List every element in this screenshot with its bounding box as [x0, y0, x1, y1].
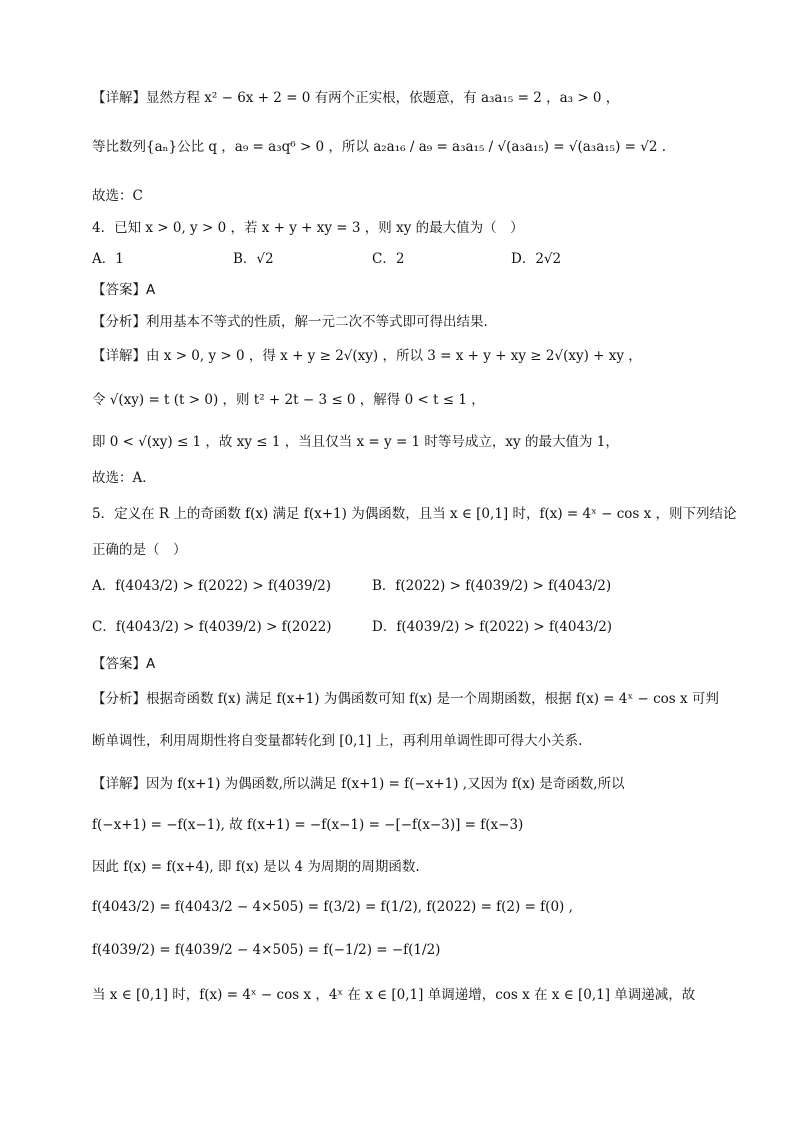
q5-option-c: C．f(4043/2) > f(4039/2) > f(2022): [92, 619, 332, 635]
q4-detail-line1: 【详解】由 x > 0, y > 0 ，得 x + y ≥ 2√(xy) ，所以 3 = x + y + xy ≥ 2√(xy) + xy ，: [92, 348, 642, 364]
question-4: 4．已知 x > 0, y > 0 ，若 x + y + xy = 3 ，则 xy 的最大值为（ ）: [92, 220, 524, 236]
q4-detail-line3: 即 0 < √(xy) ≤ 1 ，故 xy ≤ 1 ，当且仅当 x = y = 1 时等号成立，xy 的最大值为 1，: [92, 434, 619, 450]
q5-detail-line3: 因此 f(x) = f(x+4), 即 f(x) 是以 4 为周期的周期函数.: [92, 859, 420, 875]
q4-analysis: 【分析】利用基本不等式的性质，解一元二次不等式即可得出结果.: [92, 314, 488, 330]
q5-detail-line6: 当 x ∈ [0,1] 时，f(x) = 4ˣ − cos x ，4ˣ 在 x ∈ [0,1] 单调递增，cos x 在 x ∈ [0,1] 单调递减，故: [92, 987, 696, 1003]
question-5-line2: 正确的是（ ）: [92, 542, 187, 558]
q4-option-d: D．2√2: [511, 251, 562, 267]
q5-analysis-line2: 断单调性，利用周期性将自变量都转化到 [0,1] 上，再利用单调性即可得大小关系.: [92, 733, 583, 749]
q5-detail-line4: f(4043/2) = f(4043/2 − 4×505) = f(3/2) = f(1/2), f(2022) = f(2) = f(0) ,: [92, 899, 573, 915]
choose-c: 故选：C: [92, 188, 143, 204]
question-5-line1: 5．定义在 R 上的奇函数 f(x) 满足 f(x+1) 为偶函数，且当 x ∈ [0,1] 时，f(x) = 4ˣ − cos x ，则下列结论: [92, 506, 737, 522]
q5-answer: 【答案】A: [92, 656, 156, 672]
q5-detail-line5: f(4039/2) = f(4039/2 − 4×505) = f(−1/2) = −f(1/2): [92, 942, 441, 958]
q4-answer: 【答案】A: [92, 282, 156, 298]
choose-a: 故选：A．: [92, 470, 156, 486]
detail-q3-line1: 【详解】显然方程 x² − 6x + 2 = 0 有两个正实根，依题意，有 a₃a₁₅ = 2 ，a₃ > 0 ，: [92, 90, 620, 106]
q4-option-a: A．1: [92, 251, 124, 267]
detail-q3-line2: 等比数列{aₙ}公比 q ，a₉ = a₃q⁶ > 0 ，所以 a₂a₁₆ / a₉ = a₃a₁₅ / √(a₃a₁₅) = √(a₃a₁₅) = √2 .: [92, 139, 667, 155]
q5-option-d: D．f(4039/2) > f(2022) > f(4043/2): [372, 619, 613, 635]
q5-detail-line2: f(−x+1) = −f(x−1), 故 f(x+1) = −f(x−1) = −[−f(x−3)] = f(x−3): [92, 817, 524, 833]
q4-option-b: B．√2: [233, 251, 274, 267]
q4-detail-line2: 令 √(xy) = t (t > 0) ，则 t² + 2t − 3 ≤ 0 ，解得 0 < t ≤ 1 ，: [92, 392, 485, 408]
q4-option-c: C．2: [372, 251, 405, 267]
q5-analysis-line1: 【分析】根据奇函数 f(x) 满足 f(x+1) 为偶函数可知 f(x) 是一个周期函数，根据 f(x) = 4ˣ − cos x 可判: [92, 691, 719, 707]
q5-option-b: B．f(2022) > f(4039/2) > f(4043/2): [372, 578, 612, 594]
q5-detail-line1: 【详解】因为 f(x+1) 为偶函数,所以满足 f(x+1) = f(−x+1) ,又因为 f(x) 是奇函数,所以: [92, 776, 625, 792]
q5-option-a: A．f(4043/2) > f(2022) > f(4039/2): [92, 578, 331, 594]
